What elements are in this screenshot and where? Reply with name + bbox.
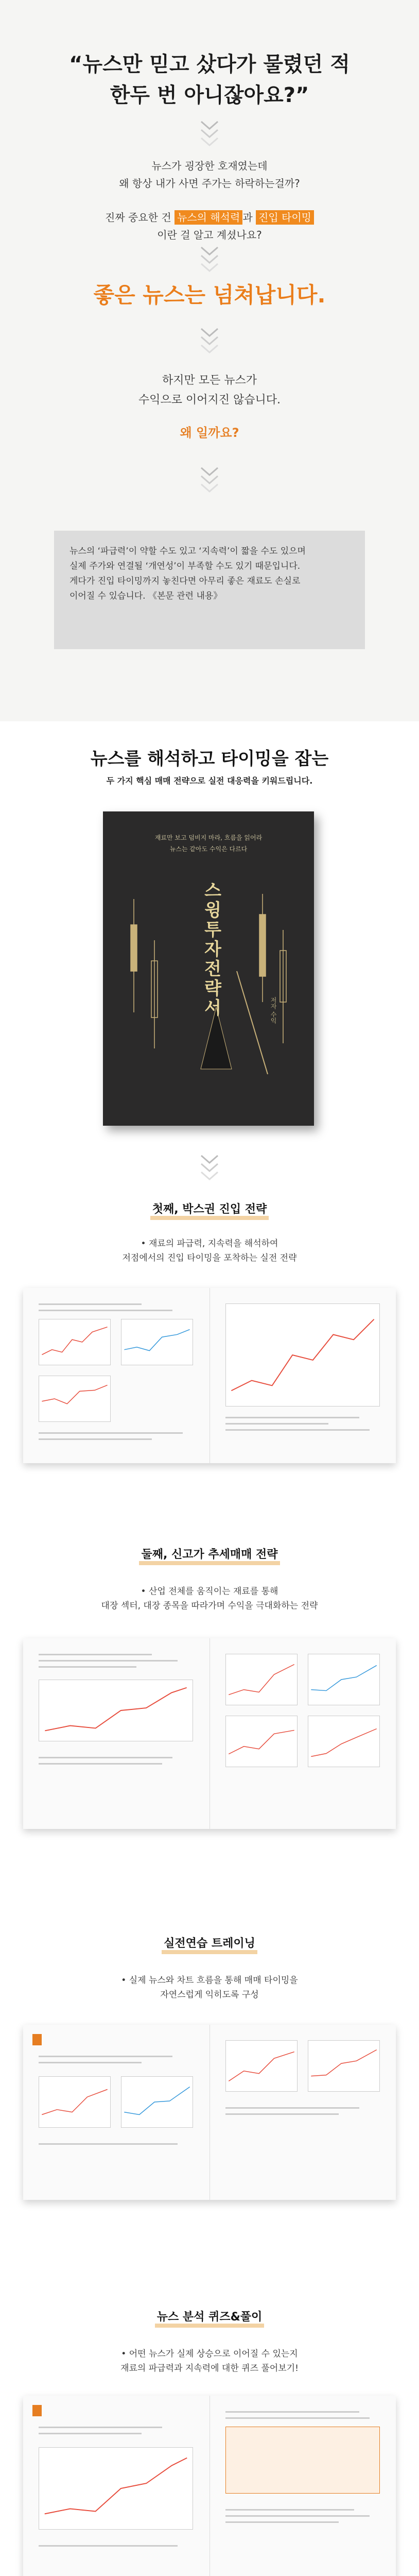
explain-line: 이어질 수 있습니다. 《본문 관련 내용》 <box>69 591 222 601</box>
spread-page <box>210 2396 396 2576</box>
highlight-interpretation: 뉴스의 해석력 <box>174 210 242 225</box>
book-section-subtitle: 두 가지 핵심 매매 전략으로 실전 대응력을 키워드립니다. <box>106 776 313 786</box>
feature-3-spread <box>23 2025 396 2200</box>
hero-question-line-1: “뉴스만 믿고 샀다가 물렸던 적 <box>69 53 350 76</box>
good-news-heading: 좋은 뉴스는 넘쳐납니다. <box>93 282 326 308</box>
feature-4-desc <box>0 2347 419 2376</box>
explain-line: 실제 주가와 연결될 ‘개연성’이 부족할 수도 있기 때문입니다. <box>69 561 301 571</box>
book-tag-line: 재료만 보고 덤비지 마라, 흐름을 읽어라 <box>154 834 263 841</box>
feature-4-spread <box>23 2396 396 2576</box>
highlight-timing: 진입 타이밍 <box>256 210 314 225</box>
spread-page <box>23 1638 210 1829</box>
feature-desc-line: • 어떤 뉴스가 실제 상승으로 이어질 수 있는지 <box>121 2349 298 2359</box>
feature-desc-line: • 산업 전체를 움직이는 재료를 통해 <box>141 1586 278 1597</box>
hero-key-point <box>0 209 419 244</box>
feature-desc-line: 저점에서의 진입 타이밍을 포착하는 실전 전략 <box>122 1253 297 1263</box>
key-mid-text: 과 <box>242 211 256 224</box>
feature-desc-line: • 실제 뉴스와 차트 흐름을 통해 매매 타이밍을 <box>121 1975 298 1986</box>
feature-2-desc <box>0 1584 419 1613</box>
book-title: 스윙투자전략서 <box>201 881 221 1018</box>
chevron-down-icon <box>197 325 222 355</box>
but-line-1: 하지만 모든 뉴스가 <box>162 374 257 387</box>
feature-3-desc <box>0 1973 419 2002</box>
book-section-title: 뉴스를 해석하고 타이밍을 잡는 <box>90 749 329 769</box>
hero-intro-line-2: 왜 항상 내가 사면 주가는 하락하는걸까? <box>119 177 300 190</box>
feature-1-heading-text: 첫째, 박스권 진입 전략 <box>150 1203 269 1220</box>
feature-desc-line: • 재료의 파급력, 지속력을 해석하여 <box>141 1239 278 1249</box>
spread-page <box>23 1288 210 1463</box>
feature-2-heading <box>0 1546 419 1562</box>
feature-4-heading <box>0 2308 419 2324</box>
explain-line: 뉴스의 ‘파급력’이 약할 수도 있고 ‘지속력’이 짧을 수도 있으며 <box>69 546 306 556</box>
hero-question-line-2: 한두 번 아니잖아요?” <box>110 83 309 107</box>
spread-page <box>210 1288 396 1463</box>
hero-section <box>0 0 419 721</box>
chevron-down-icon <box>197 464 222 495</box>
why-heading: 왜 일까요? <box>180 426 239 440</box>
book-cover <box>103 811 314 1126</box>
book-tag-line: 뉴스는 같아도 수익은 다르다 <box>169 845 248 853</box>
feature-desc-line: 자연스럽게 익히도록 구성 <box>160 1990 259 2000</box>
feature-2-heading-text: 둘째, 신고가 추세매매 전략 <box>139 1548 280 1565</box>
feature-3-heading <box>0 1935 419 1951</box>
book-author: 저자 수익 <box>270 997 277 1024</box>
key-pre-text: 진짜 중요한 건 <box>105 211 175 224</box>
spread-page <box>23 2396 210 2576</box>
spread-page <box>210 2025 396 2200</box>
explain-line: 게다가 진입 타이밍까지 놓친다면 아무리 좋은 재료도 손실로 <box>69 576 301 586</box>
feature-1-heading <box>0 1200 419 1216</box>
hero-intro-line-1: 뉴스가 굉장한 호재였는데 <box>151 160 268 172</box>
feature-desc-line: 재료의 파급력과 지속력에 대한 퀴즈 풀어보기! <box>120 2363 299 2374</box>
book-tagline <box>103 832 314 855</box>
feature-2-spread <box>23 1638 396 1829</box>
spread-page <box>23 2025 210 2200</box>
feature-1-spread <box>23 1288 396 1463</box>
chevron-down-icon <box>197 117 222 148</box>
key-line-2: 이란 걸 알고 계셨나요? <box>157 229 262 241</box>
chevron-down-icon <box>197 243 222 274</box>
feature-3-heading-text: 실전연습 트레이닝 <box>162 1937 257 1954</box>
feature-4-heading-text: 뉴스 분석 퀴즈&풀이 <box>155 2311 265 2328</box>
feature-desc-line: 대장 섹터, 대장 종목을 따라가며 수익을 극대화하는 전략 <box>101 1601 318 1611</box>
explain-box <box>54 531 365 649</box>
spread-page <box>210 1638 396 1829</box>
hero-intro <box>0 157 419 192</box>
feature-1-desc <box>0 1236 419 1265</box>
but-text <box>0 371 419 410</box>
chevron-down-icon <box>197 1151 222 1182</box>
hero-question <box>0 49 419 111</box>
but-line-2: 수익으로 이어지진 않습니다. <box>138 394 281 406</box>
